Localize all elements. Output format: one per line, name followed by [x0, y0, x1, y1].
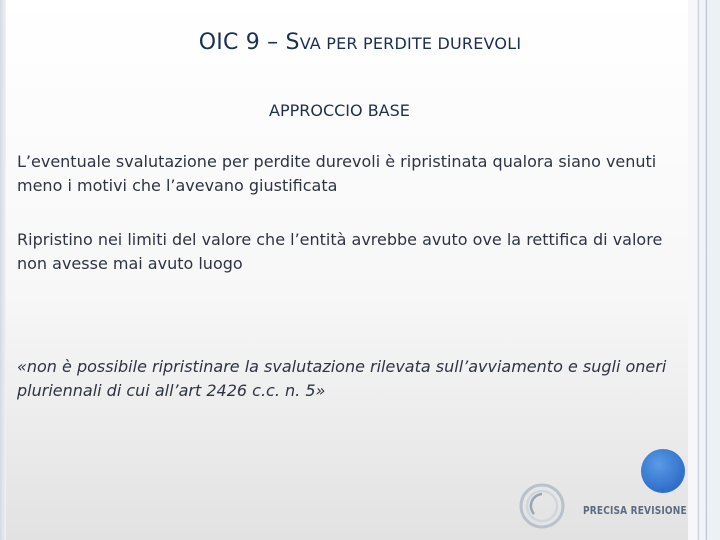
section-subtitle: APPROCCIO BASE	[269, 101, 410, 120]
logo-text: PRECISA REVISIONE	[583, 504, 687, 517]
title-part-large: OIC 9 – S	[198, 30, 300, 55]
paragraph-1: L’eventuale svalutazione per perdite durevoli è ripristinata qualora siano venuti meno i motivi che l’avevano giustificata	[17, 152, 657, 195]
paragraph-3-quote: «non è possibile ripristinare la svalutazione rilevata sull’avviamento e sugli oneri pluriennali di cui all’art 2426 c.c. n. 5»	[17, 357, 667, 400]
title-part-small: VA PER PERDITE DUREVOLI	[299, 34, 522, 53]
right-decorative-stripes	[688, 0, 720, 540]
slide-title	[0, 30, 720, 55]
blue-circle-decoration	[641, 449, 685, 493]
left-decorative-bar	[0, 0, 6, 540]
paragraph-2: Ripristino nei limiti del valore che l’entità avrebbe avuto ove la rettifica di valore non avesse mai avuto luogo	[17, 230, 663, 273]
precisa-revisione-logo-icon	[518, 482, 566, 530]
